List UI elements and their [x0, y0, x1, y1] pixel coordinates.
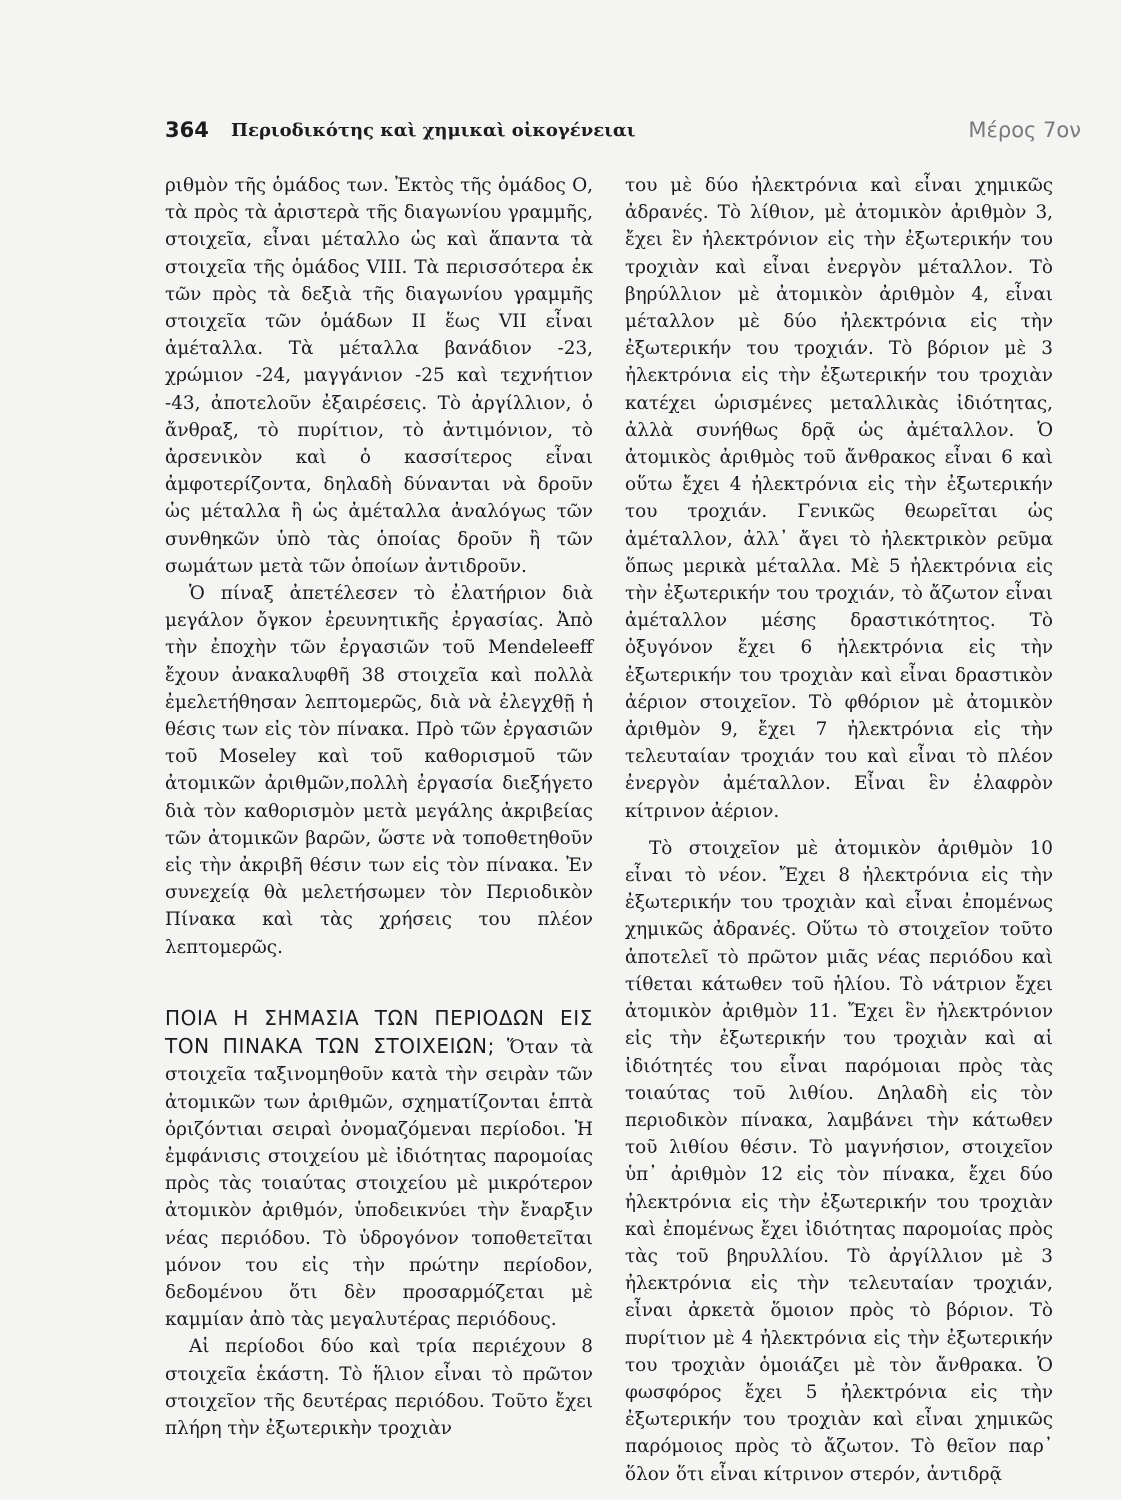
right-paragraph-1: του μὲ δύο ἠλεκτρόνια καὶ εἶναι χημικῶς ἀδρανές. Τὸ λίθιον, μὲ ἀτομικὸν ἀριθμὸν 3, ἔχει ἓν ἠλεκτρόνιον εἰς τὴν ἐξωτερικήν του τροχιὰν καὶ εἶναι ἐνεργὸν μέταλλον. Τὸ βηρύλλιον μὲ ἀτομικὸν ἀριθμὸν 4, εἶναι μέταλλον μὲ δύο ἠλεκτρόνια εἰς τὴν ἐξωτερικήν του τροχιάν. Τὸ βόριον μὲ 3 ἠλεκτρόνια εἰς τὴν ἐξωτερικήν του τροχιὰν κατέχει ὡρισμένες μεταλλικὰς ἰδιότητας, ἀλλὰ συνήθως δρᾷ ὡς ἀμέταλλον. Ὁ ἀτομικὸς ἀριθμὸς τοῦ ἄνθρακος εἶναι 6 καὶ οὕτω ἔχει 4 ἠλεκτρόνια εἰς τὴν ἐξωτερικήν του τροχιάν. Γενικῶς θεωρεῖται ὡς ἀμέταλλον, ἀλλ᾽ ἄγει τὸ ἠλεκτρικὸν ρεῦμα ὅπως μερικὰ μέταλλα. Μὲ 5 ἠλεκτρόνια εἰς τὴν ἐξωτερικήν του τροχιάν, τὸ ἄζωτον εἶναι ἀμέταλλον μέσης δραστικότητος. Τὸ ὀξυγόνον ἔχει 6 ἠλεκτρόνια εἰς τὴν ἐξωτερικήν του τροχιὰν καὶ εἶναι δραστικὸν ἀέριον στοιχεῖον. Τὸ φθόριον μὲ ἀτομικὸν ἀριθμὸν 9, ἔχει 7 ἠλεκτρόνια εἰς τὴν τελευταίαν τροχιάν του καὶ εἶναι τὸ πλέον ἐνεργὸν ἀμέταλλον. Εἶναι ἓν ἐλαφρὸν κίτρινον ἀέριον. — [625, 175, 1053, 822]
left-column — [165, 172, 593, 1442]
part-label: Μέρος 7ον — [968, 118, 1081, 142]
left-paragraph-3 — [165, 1005, 593, 1333]
left-paragraph-1: ριθμὸν τῆς ὁμάδος των. Ἐκτὸς τῆς ὁμάδος Ο, τὰ πρὸς τὰ ἀριστερὰ τῆς διαγωνίου γραμμῆς, στοιχεῖα, εἶναι μέταλλο ὡς καὶ ἅπαντα τὰ στοιχεῖα τῆς ὁμάδος VIII. Τὰ περισσότερα ἐκ τῶν πρὸς τὰ δεξιὰ τῆς διαγωνίου γραμμῆς στοιχεῖα τῶν ὁμάδων II ἕως VII εἶναι ἀμέταλλα. Τὰ μέταλλα βανάδιον -23, χρώμιον -24, μαγγάνιον -25 καὶ τεχνήτιον -43, ἀποτελοῦν ἐξαιρέσεις. Τὸ ἀργίλλιον, ὁ ἄνθραξ, τὸ πυρίτιον, τὸ ἀντιμόνιον, τὸ ἀρσενικὸν καὶ ὁ κασσίτερος εἶναι ἀμφοτερίζοντα, δηλαδὴ δύνανται νὰ δροῦν ὡς μέταλλα ἢ ὡς ἀμέταλλα ἀναλόγως τῶν συνθηκῶν ὑπὸ τὰς ὁποίας δροῦν ἢ τῶν σωμάτων μετὰ τῶν ὁποίων ἀντιδροῦν. — [165, 175, 593, 577]
page-header — [165, 118, 1085, 152]
right-column — [625, 172, 1053, 1488]
section-heading: ΠΟΙΑ Η ΣΗΜΑΣΙΑ ΤΩΝ ΠΕΡΙΟΔΩΝ ΕΙΣ ΤΟΝ ΠΙΝΑΚΑ ΤΩΝ ΣΤΟΙΧΕΙΩΝ; — [165, 1005, 593, 1059]
left-paragraph-4: Αἱ περίοδοι δύο καὶ τρία περιέχουν 8 στοιχεῖα ἑκάστη. Τὸ ἥλιον εἶναι τὸ πρῶτον στοιχεῖον τῆς δευτέρας περιόδου. Τοῦτο ἔχει πλήρη τὴν ἐξωτερικὴν τροχιὰν — [165, 1336, 593, 1439]
page-number: 364 — [165, 118, 209, 142]
running-title: Περιοδικότης καὶ χημικαὶ οἰκογένειαι — [231, 120, 636, 141]
right-paragraph-2: Τὸ στοιχεῖον μὲ ἀτομικὸν ἀριθμὸν 10 εἶναι τὸ νέον. Ἔχει 8 ἠλεκτρόνια εἰς τὴν ἐξωτερικήν του τροχιὰν καὶ εἶναι ἐπομένως χημικῶς ἀδρανές. Οὕτω τὸ στοιχεῖον τοῦτο ἀποτελεῖ τὸ πρῶτον μιᾶς νέας περιόδου καὶ τίθεται κάτωθεν τοῦ ἡλίου. Τὸ νάτριον ἔχει ἀτομικὸν ἀριθμὸν 11. Ἔχει ἓν ἠλεκτρόνιον εἰς τὴν ἐξωτερικήν του τροχιὰν καὶ αἱ ἰδιότητές του εἶναι παρόμοιαι πρὸς τὰς τοιαύτας τοῦ λιθίου. Δηλαδὴ εἰς τὸν περιοδικὸν πίνακα, λαμβάνει τὴν κάτωθεν τοῦ λιθίου θέσιν. Τὸ μαγνήσιον, στοιχεῖον ὑπ᾽ ἀριθμὸν 12 εἰς τὸν πίνακα, ἔχει δύο ἠλεκτρόνια εἰς τὴν ἐξωτερικήν του τροχιὰν καὶ ἐπομένως ἔχει ἰδιότητας παρομοίας πρὸς τὰς τοῦ βηρυλλίου. Τὸ ἀργίλλιον μὲ 3 ἠλεκτρόνια εἰς τὴν τελευταίαν τροχιάν, εἶναι ἀρκετὰ ὅμοιον πρὸς τὸ βόριον. Τὸ πυρίτιον μὲ 4 ἠλεκτρόνια εἰς τὴν ἐξωτερικήν του τροχιὰν ὁμοιάζει μὲ τὸν ἄνθρακα. Ὁ φωσφόρος ἔχει 5 ἠλεκτρόνια εἰς τὴν ἐξωτερικήν του τροχιὰν καὶ εἶναι χημικῶς παρόμοιος πρὸς τὸ ἄζωτον. Τὸ θεῖον παρ᾽ ὅλον ὅτι εἶναι κίτρινον στερόν, ἀντιδρᾷ — [625, 837, 1053, 1485]
left-paragraph-2: Ὁ πίναξ ἀπετέλεσεν τὸ ἐλατήριον διὰ μεγάλον ὄγκον ἐρευνητικῆς ἐργασίας. Ἀπὸ τὴν ἐποχὴν τῶν ἐργασιῶν τοῦ Mendeleeff ἔχουν ἀνακαλυφθῆ 38 στοιχεῖα καὶ πολλὰ ἐμελετήθησαν λεπτομερῶς, διὰ νὰ ἐλεγχθῇ ἡ θέσις των εἰς τὸν πίνακα. Πρὸ τῶν ἐργασιῶν τοῦ Moseley καὶ τοῦ καθορισμοῦ τῶν ἀτομικῶν ἀριθμῶν,πολλὴ ἐργασία διεξήγετο διὰ τὸν καθορισμὸν μετὰ μεγάλης ἀκριβείας τῶν ἀτομικῶν βαρῶν, ὥστε νὰ τοποθετηθοῦν εἰς τὴν ἀκριβῆ θέσιν των εἰς τὸν πίνακα. Ἐν συνεχείᾳ θὰ μελετήσωμεν τὸν Περιοδικὸν Πίνακα καὶ τὰς χρήσεις του πλέον λεπτομερῶς. — [165, 583, 593, 958]
section-body: Ὅταν τὰ στοιχεῖα ταξινομηθοῦν κατὰ τὴν σειρὰν τῶν ἀτομικῶν των ἀριθμῶν, σχηματίζονται ἑπτὰ ὁριζόντιαι σειραὶ ὀνομαζόμεναι περίοδοι. Ἡ ἐμφάνισις στοιχείου μὲ ἰδιότητας παρομοίας πρὸς τὰς τοιαύτας στοιχείου μὲ μικρότερον ἀτομικὸν ἀριθμόν, ὑποδεικνύει τὴν ἔναρξιν νέας περιόδου. Τὸ ὑδρογόνον τοποθετεῖται μόνον του εἰς τὴν πρώτην περίοδον, δεδομένου ὅτι δὲν προσαρμόζεται μὲ καμμίαν ἀπὸ τὰς μεγαλυτέρας περιόδους. — [165, 1037, 593, 1331]
